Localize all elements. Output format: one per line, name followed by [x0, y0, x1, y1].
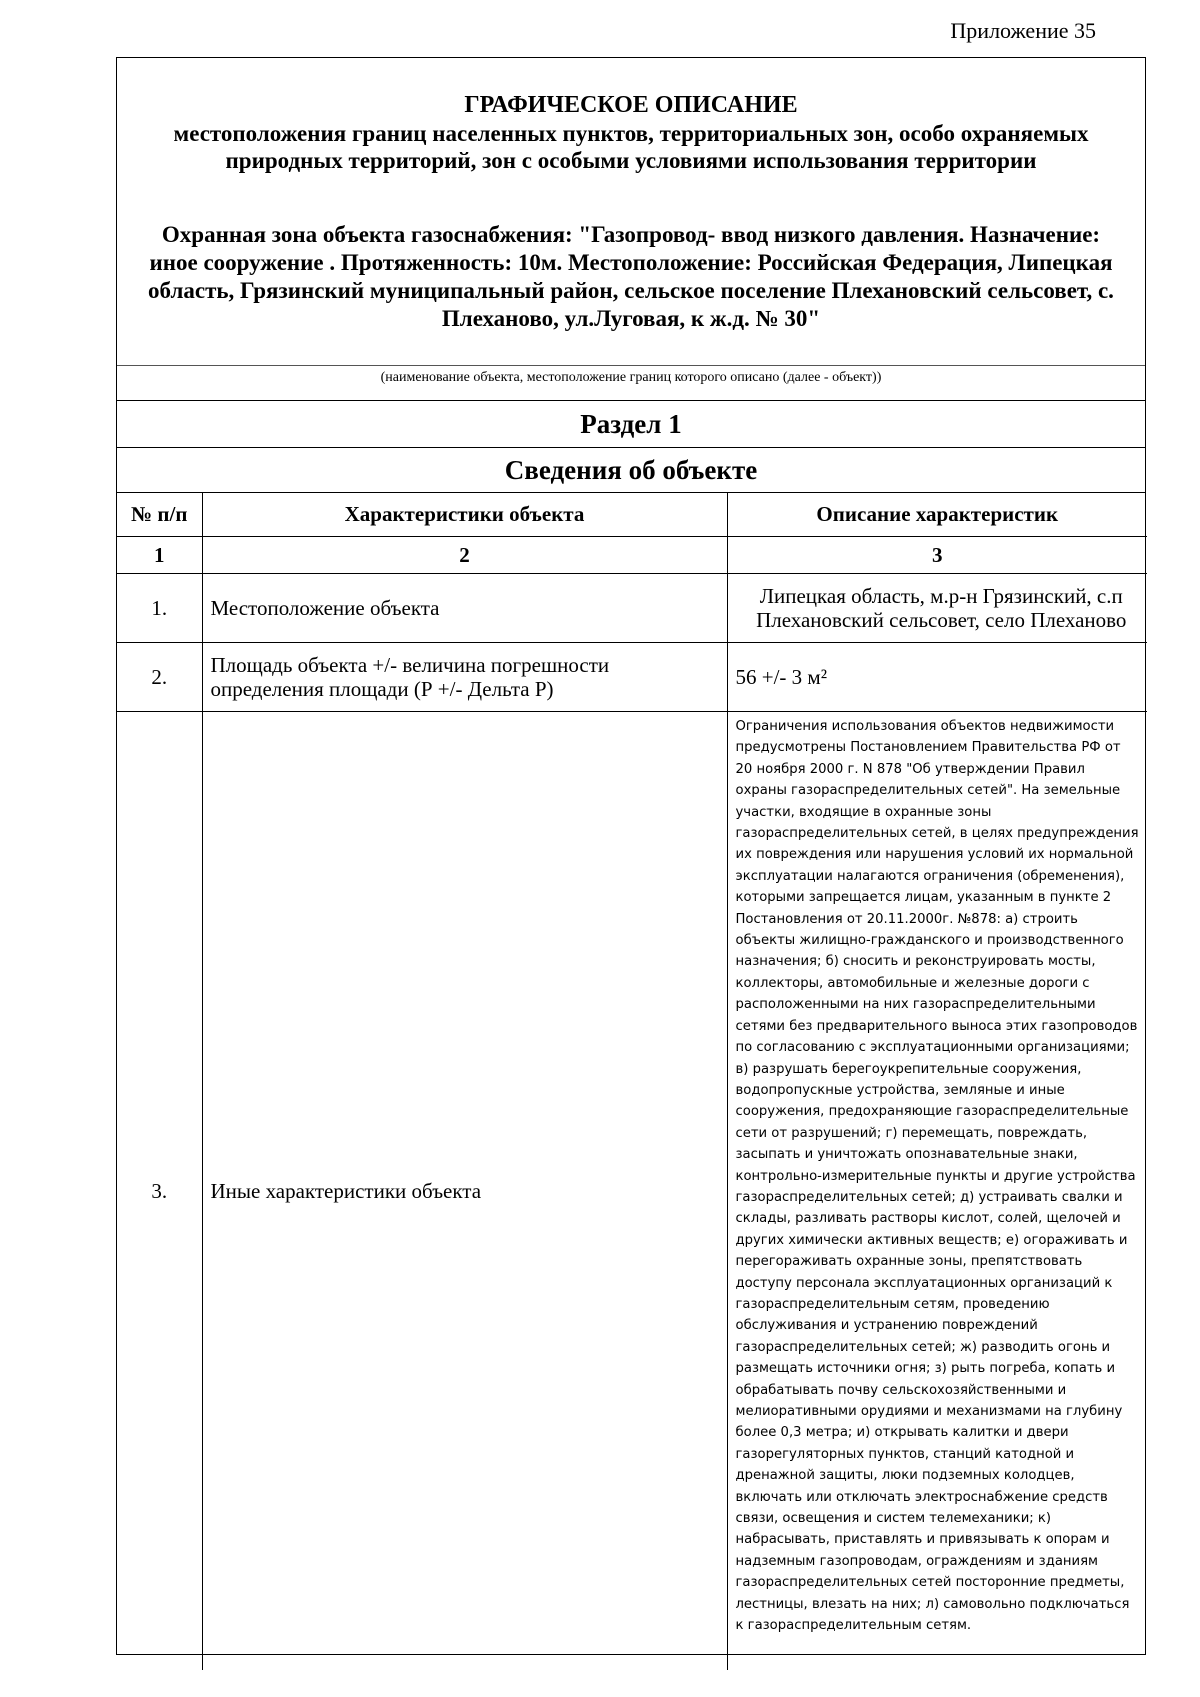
table-row	[117, 643, 1147, 712]
row-description: Липецкая область, м.р-н Грязинский, с.п Плехановский сельсовет, село Плеханово	[727, 574, 1147, 643]
header-characteristic: Характеристики объекта	[202, 493, 727, 537]
index-cell: 1	[117, 537, 202, 574]
table-row	[117, 574, 1147, 643]
section-number: Раздел 1	[117, 401, 1145, 448]
row-number: 1.	[117, 574, 202, 643]
row-number: 3.	[117, 712, 202, 1671]
index-cell: 2	[202, 537, 727, 574]
row-number: 2.	[117, 643, 202, 712]
row-description: 56 +/- 3 м²	[727, 643, 1147, 712]
header-number: № п/п	[117, 493, 202, 537]
table-row	[117, 712, 1147, 1671]
object-caption: (наименование объекта, местоположение границ которого описано (далее - объект))	[117, 365, 1145, 401]
index-cell: 3	[727, 537, 1147, 574]
object-info-table	[117, 493, 1147, 1670]
table-index-row	[117, 537, 1147, 574]
document-header	[117, 58, 1145, 365]
row-characteristic: Иные характеристики объекта	[202, 712, 727, 1671]
row-characteristic: Местоположение объекта	[202, 574, 727, 643]
table-header-row	[117, 493, 1147, 537]
object-name: Охранная зона объекта газоснабжения: "Газопровод- ввод низкого давления. Назначение: иное сооружение . Протяженность: 10м. Местоположение: Российская Федерация, Липецкая область, Грязинский муниципальный район, сельское поселение Плехановский сельсовет, с. Плеханово, ул.Луговая, к ж.д. № 30"	[148, 222, 1114, 331]
row-characteristic: Площадь объекта +/- величина погрешности определения площади (Р +/- Дельта Р)	[202, 643, 727, 712]
section-title: Сведения об объекте	[117, 448, 1145, 493]
document-title: ГРАФИЧЕСКОЕ ОПИСАНИЕ	[464, 92, 798, 118]
document-subtitle: местоположения границ населенных пунктов, территориальных зон, особо охраняемых природных территорий, зон с особыми условиями использования территории	[173, 121, 1089, 173]
row-description: Ограничения использования объектов недвижимости предусмотрены Постановлением Правительства РФ от 20 ноября 2000 г. N 878 "Об утверждении Правил охраны газораспределительных сетей". На земельные участки, входящие в охранные зоны газораспределительных сетей, в целях предупреждения их повреждения или нарушения условий их нормальной эксплуатации налагаются ограничения (обременения), которыми запрещается лицам, указанным в пункте 2 Постановления от 20.11.2000г. №878: а) строить объекты жилищно-гражданского и производственного назначения; б) сносить и реконструировать мосты, коллекторы, автомобильные и железные дороги с расположенными на них газораспределительными сетями без предварительного выноса этих газопроводов по согласованию с эксплуатационными организациями; в) разрушать берегоукрепительные сооружения, водопропускные устройства, земляные и иные сооружения, предохраняющие газораспределительные сети от разрушений; г) перемещать, повреждать, засыпать и уничтожать опознавательные знаки, контрольно-измерительные пункты и другие устройства газораспределительных сетей; д) устраивать свалки и склады, разливать растворы кислот, солей, щелочей и других химически активных веществ; е) огораживать и перегораживать охранные зоны, препятствовать доступу персонала эксплуатационных организаций к газораспределительным сетям, проведению обслуживания и устранению повреждений газораспределительных сетей; ж) разводить огонь и размещать источники огня; з) рыть погреба, копать и обрабатывать почву сельскохозяйственными и мелиоративными орудиями и механизмами на глубину более 0,3 метра; и) открывать калитки и двери газорегуляторных пунктов, станций катодной и дренажной защиты, люки подземных колодцев, включать или отключать электроснабжение средств связи, освещения и систем телемеханики; к) набрасывать, приставлять и привязывать к опорам и надземным газопроводам, ограждениям и зданиям газораспределительных сетей посторонние предметы, лестницы, влезать на них; л) самовольно подключаться к газораспределительным сетям.	[735, 719, 1139, 1634]
document-frame	[116, 57, 1146, 1655]
appendix-label: Приложение 35	[950, 18, 1096, 43]
header-description: Описание характеристик	[727, 493, 1147, 537]
